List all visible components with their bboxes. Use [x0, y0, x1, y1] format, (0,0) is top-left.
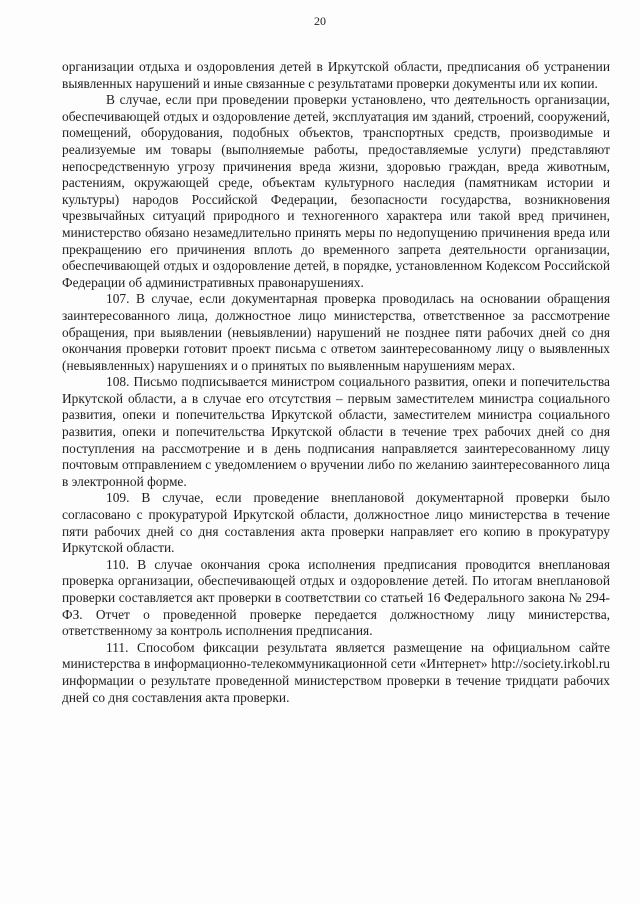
paragraph-continuation: организации отдыха и оздоровления детей в Иркутской области, предписания об устранении выявленных нарушений и иные связанные с результатами проверки документы или их копии.: [62, 59, 610, 91]
paragraph-108: 108. Письмо подписывается министром социального развития, опеки и попечительства Иркутской области, а в случае его отсутствия – первым заместителем министра социального развития, опеки и попечительства Иркутской области, заместителем министра социального развития, опеки и попечительства Иркутской области в течение трех рабочих дней со дня поступления на рассмотрение и в день подписания направляется заинтересованному лицу почтовым отправлением с уведомлением о вручении либо по желанию заинтересованного лица в электронной форме.: [62, 374, 610, 489]
paragraph-107: 107. В случае, если документарная проверка проводилась на основании обращения заинтересованного лица, должностное лицо министерства, ответственное за рассмотрение обращения, при выявлении (невыявлении) нарушений не позднее пяти рабочих дней со дня окончания проверки готовит проект письма с ответом заинтересованному лицу о выявленных (невыявленных) нарушениях и о принятых по выявленным нарушениям мерах.: [62, 291, 610, 373]
paragraph-111: 111. Способом фиксации результата является размещение на официальном сайте министерства в информационно-телекоммуникационной сети «Интернет» http://society.irkobl.ru информации о результате проведенной министерством проверки в течение тридцати рабочих дней со дня составления акта проверки.: [62, 639, 610, 705]
paragraph-threat-measures: В случае, если при проведении проверки установлено, что деятельность организации, обеспечивающей отдых и оздоровление детей, эксплуатация им зданий, строений, сооружений, помещений, оборудования, подобных объектов, транспортных средств, производимые и реализуемые им товары (выполняемые работы, предоставляемые услуги) представляют непосредственную угрозу причинения вреда жизни, здоровью граждан, вреда животным, растениям, окружающей среде, объектам культурного наследия (памятникам истории и культуры) народов Российской Федерации, безопасности государства, возникновения чрезвычайных ситуаций природного и техногенного характера или такой вред причинен, министерство обязано незамедлительно принять меры по недопущению причинения вреда или прекращению его причинения вплоть до временного запрета деятельности организации, обеспечивающей отдых и оздоровление детей, в порядке, установленном Кодексом Российской Федерации об административных правонарушениях.: [62, 92, 610, 290]
document-body: [62, 59, 610, 706]
paragraph-109: 109. В случае, если проведение внеплановой документарной проверки было согласовано с прокуратурой Иркутской области, должностное лицо министерства в течение пяти рабочих дней со дня составления акта проверки направляет его копию в прокуратуру Иркутской области.: [62, 490, 610, 556]
paragraph-110: 110. В случае окончания срока исполнения предписания проводится внеплановая проверка организации, обеспечивающей отдых и оздоровление детей. По итогам внеплановой проверки составляется акт проверки в соответствии со статьей 16 Федерального закона № 294-ФЗ. Отчет о проведенной проверке передается должностному лицу министерства, ответственному за контроль исполнения предписания.: [62, 556, 610, 639]
page-number: 20: [314, 14, 326, 28]
